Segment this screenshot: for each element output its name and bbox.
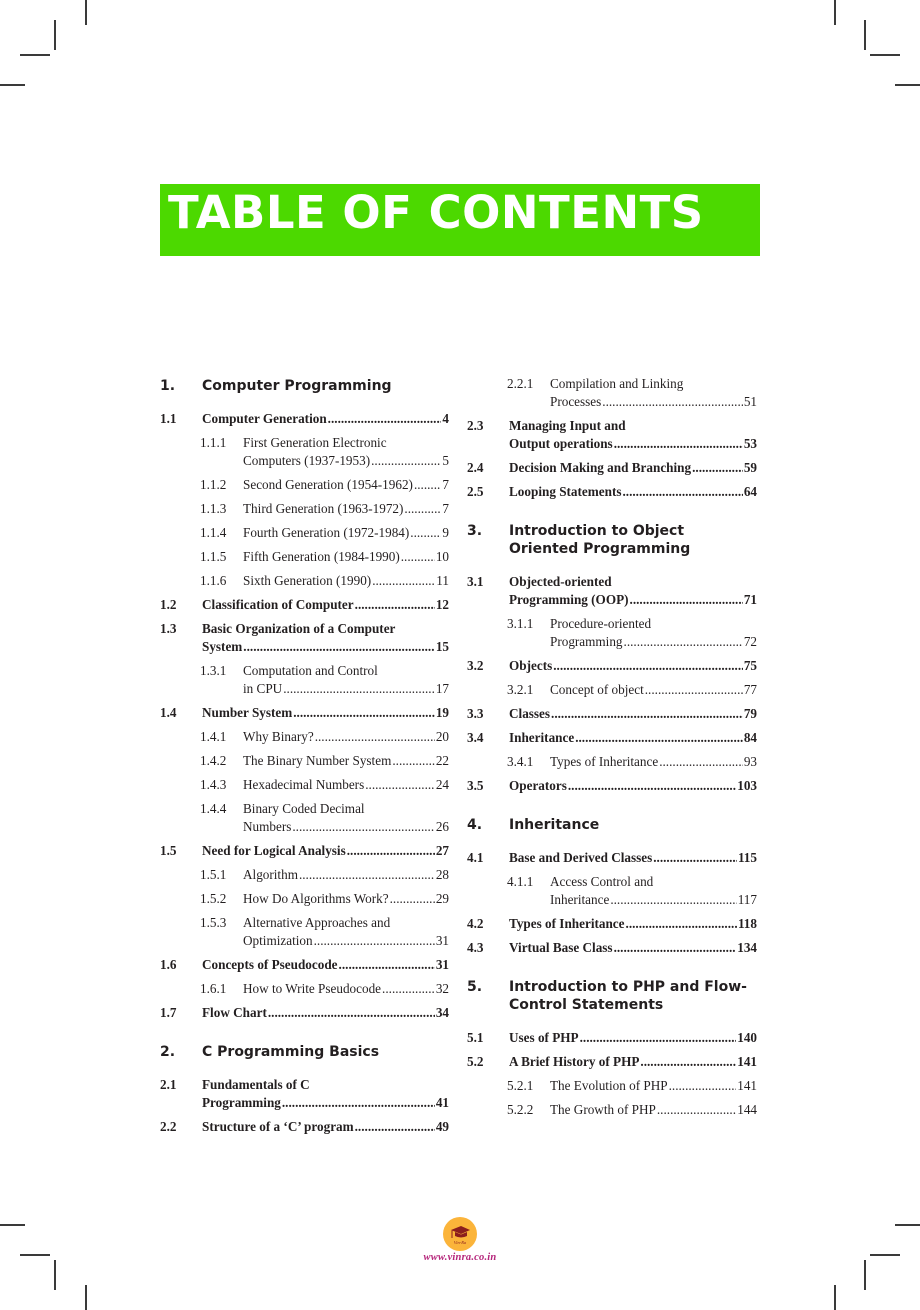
toc-entry-title: How to Write Pseudocode [243,981,382,996]
toc-entry-number: 2.4 [467,460,484,475]
dot-leader [299,866,435,884]
toc-entry-title: Oriented Programming [509,541,691,557]
toc-entry-number: 1.4.1 [200,729,227,744]
toc-entry-title: Decision Making and Branching [509,460,692,475]
toc-entry-number: 1.6.1 [200,981,227,996]
toc-page-number: 7 [442,477,449,492]
dot-leader [692,459,743,477]
toc-entry-number: 4. [467,817,483,833]
toc-entry-number: 1.2 [160,597,177,612]
dot-leader [371,452,441,470]
toc-entry-number: 1.3.1 [200,663,227,678]
toc-entry-number: 5.1 [467,1030,484,1045]
toc-page-number: 4 [442,411,449,426]
toc-page-number: 141 [737,1054,757,1069]
toc-page-number: 59 [743,460,757,475]
toc-entry-title: Optimization [243,933,313,948]
dot-leader [347,842,435,860]
toc-entry-number: 2.2 [160,1119,177,1134]
toc-entry-title: Output operations [509,436,613,451]
toc-entry-number: 1.1.1 [200,435,227,450]
toc-entry-title: Access Control and [550,874,654,889]
toc-page-number: 20 [435,729,449,744]
dot-leader [626,915,737,933]
toc-entry-title: Objects [509,658,553,673]
toc-entry-number: 3. [467,523,483,539]
toc-entry-title: Types of Inheritance [550,754,659,769]
dot-leader [568,777,736,795]
toc-page-number: 72 [743,634,757,649]
crop-mark [895,1224,920,1226]
toc-entry-title: Computers (1937-1953) [243,453,371,468]
toc-entry-title: Introduction to PHP and Flow- [509,979,747,995]
toc-page-number: 79 [743,706,757,721]
toc-entry-title: Inheritance [509,817,600,833]
toc-entry-number: 1.1.3 [200,501,227,516]
dot-leader [243,638,435,656]
toc-entry-title: Flow Chart [202,1005,267,1020]
toc-page-number: 7 [442,501,449,516]
crop-mark [20,1254,50,1256]
toc-page-number: 26 [435,819,449,834]
dot-leader [645,681,743,699]
toc-page-number: 5 [442,453,449,468]
toc-entry-number: 2.3 [467,418,484,433]
toc-entry-title: Concept of object [550,682,644,697]
toc-entry-number: 3.1.1 [507,616,534,631]
dot-leader [282,1094,435,1112]
toc-page-number: 19 [435,705,449,720]
toc-page-number: 32 [435,981,449,996]
toc-entry-title: Programming (OOP) [509,592,629,607]
toc-page-number: 117 [737,892,757,907]
dot-leader [365,776,435,794]
toc-entry-title: The Binary Number System [243,753,392,768]
toc-page-number: 24 [435,777,449,792]
toc-entry-number: 5.2 [467,1054,484,1069]
toc-entry-number: 5. [467,979,483,995]
toc-page-number: 93 [743,754,757,769]
toc-entry-number: 4.3 [467,940,484,955]
crop-mark [895,84,920,86]
toc-entry-title: First Generation Electronic [243,435,387,450]
toc-page-number: 144 [737,1102,757,1117]
publisher-logo [443,1217,477,1251]
toc-page-number: 134 [737,940,757,955]
toc-page-number: 31 [435,933,449,948]
dot-leader [553,657,743,675]
toc-page-number: 28 [435,867,449,882]
toc-entry-number: 1.3 [160,621,177,636]
toc-page-number: 9 [442,525,449,540]
toc-entry-title: Virtual Base Class [509,940,613,955]
title-banner [160,184,760,256]
dot-leader [328,410,442,428]
toc-entry-title: Computer Generation [202,411,327,426]
dot-leader [292,818,434,836]
crop-mark [54,1260,56,1290]
dot-leader [640,1053,736,1071]
dot-leader [355,1118,435,1136]
toc-entry-title: Computer Programming [202,378,392,394]
toc-page-number: 29 [435,891,449,906]
toc-entry-title: Inheritance [550,892,610,907]
toc-entry-title: Hexadecimal Numbers [243,777,365,792]
toc-entry-number: 2.5 [467,484,484,499]
toc-entry-number: 1.1.4 [200,525,227,540]
crop-mark [0,84,25,86]
toc-entry-number: 1.5.1 [200,867,227,882]
toc-page-number: 27 [435,843,449,858]
toc-entry-title: Number System [202,705,293,720]
toc-entry-title: System [202,639,243,654]
toc-entry-title: Types of Inheritance [509,916,625,931]
toc-page-number: 71 [743,592,757,607]
toc-entry-title: Operators [509,778,567,793]
toc-entry-title: Sixth Generation (1990) [243,573,372,588]
toc-entry-title: Uses of PHP [509,1030,579,1045]
toc-entry-title: A Brief History of PHP [509,1054,640,1069]
toc-page-number: 64 [743,484,757,499]
dot-leader [551,705,743,723]
toc-entry-number: 4.2 [467,916,484,931]
toc-page-number: 15 [435,639,449,654]
dot-leader [410,524,441,542]
crop-mark [834,0,836,25]
toc-entry-number: 1. [160,378,176,394]
toc-entry-title: Computation and Control [243,663,378,678]
dot-leader [293,704,435,722]
toc-page-number: 17 [435,681,449,696]
toc-entry-number: 1.5.2 [200,891,227,906]
toc-entry-number: 1.5 [160,843,177,858]
toc-entry-title: The Growth of PHP [550,1102,656,1117]
toc-entry-number: 3.2 [467,658,484,673]
toc-entry-title: Processes [550,394,602,409]
toc-entry-number: 2.1 [160,1077,177,1092]
dot-leader [614,435,743,453]
toc-entry-number: 1.5.3 [200,915,227,930]
toc-entry-title: Control Statements [509,997,664,1013]
toc-entry-number: 3.4 [467,730,484,745]
toc-entry-number: 5.2.2 [507,1102,534,1117]
crop-mark [834,1285,836,1310]
toc-entry-number: 3.1 [467,574,484,589]
toc-entry-number: 5.2.1 [507,1078,534,1093]
toc-page-number: 11 [436,573,449,588]
toc-entry-number: 4.1.1 [507,874,534,889]
toc-entry-number: 2. [160,1044,176,1060]
crop-mark [870,54,900,56]
toc-entry-number: 4.1 [467,850,484,865]
toc-entry-number: 3.2.1 [507,682,534,697]
dot-leader [622,483,742,501]
toc-entry-title: Classification of Computer [202,597,354,612]
toc-entry-title: The Evolution of PHP [550,1078,668,1093]
toc-entry-number: 1.7 [160,1005,177,1020]
toc-entry-number: 2.2.1 [507,376,534,391]
dot-leader [669,1077,737,1095]
dot-leader [390,890,435,908]
toc-page-number: 10 [435,549,449,564]
dot-leader [283,680,435,698]
dot-leader [575,729,743,747]
crop-mark [870,1254,900,1256]
toc-entry-title: Need for Logical Analysis [202,843,346,858]
toc-entry-title: Introduction to Object [509,523,685,539]
toc-entry-number: 1.6 [160,957,177,972]
dot-leader [355,596,435,614]
toc-entry-title: C Programming Basics [202,1044,380,1060]
toc-page-number: 75 [743,658,757,673]
toc-entry-number: 1.4.2 [200,753,227,768]
toc-page-number: 31 [435,957,449,972]
toc-entry-title: How Do Algorithms Work? [243,891,389,906]
toc-entry-title: Objected-oriented [509,574,612,589]
dot-leader [602,393,743,411]
toc-page-number: 41 [435,1095,449,1110]
toc-entry-title: Compilation and Linking [550,376,684,391]
toc-entry-title: Classes [509,706,551,721]
toc-entry-number: 3.5 [467,778,484,793]
toc-entry-number: 1.1 [160,411,177,426]
toc-entry-title: Numbers [243,819,292,834]
toc-page-number: 141 [737,1078,757,1093]
dot-leader [372,572,435,590]
crop-mark [864,1260,866,1290]
toc-entry-number: 1.1.5 [200,549,227,564]
dot-leader [610,891,736,909]
dot-leader [314,932,435,950]
toc-page-number: 34 [435,1005,449,1020]
dot-leader [580,1029,737,1047]
toc-entry-title: Second Generation (1954-1962) [243,477,413,492]
dot-leader [268,1004,435,1022]
toc-entry-title: Algorithm [243,867,298,882]
toc-entry-title: Third Generation (1963-1972) [243,501,404,516]
toc-entry-title: Inheritance [509,730,575,745]
toc-page-number: 103 [737,778,757,793]
toc-entry-title: Binary Coded Decimal [243,801,365,816]
dot-leader [659,753,743,771]
dot-leader [653,849,737,867]
crop-mark [864,20,866,50]
toc-page-number: 118 [737,916,757,931]
toc-entry-title: Managing Input and [509,418,626,433]
crop-mark [0,1224,25,1226]
toc-entry-title: Programming [550,634,623,649]
toc-entry-number: 1.1.2 [200,477,227,492]
page-title: TABLE OF CONTENTS [168,186,704,239]
toc-entry-title: Why Binary? [243,729,314,744]
toc-entry-number: 1.1.6 [200,573,227,588]
dot-leader [392,752,434,770]
dot-leader [404,500,441,518]
toc-entry-number: 1.4.3 [200,777,227,792]
toc-entry-number: 1.4 [160,705,177,720]
toc-entry-title: Fifth Generation (1984-1990) [243,549,400,564]
toc-page-number: 77 [743,682,757,697]
toc-entry-number: 3.3 [467,706,484,721]
toc-entry-title: in CPU [243,681,283,696]
crop-mark [54,20,56,50]
graduation-cap-icon [443,1217,477,1251]
toc-page-number: 12 [435,597,449,612]
website-url[interactable]: www.vinra.co.in [423,1252,497,1263]
toc-entry-title: Base and Derived Classes [509,850,653,865]
dot-leader [401,548,435,566]
dot-leader [624,633,743,651]
dot-leader [657,1101,736,1119]
toc-entry-title: Alternative Approaches and [243,915,391,930]
toc-entry-title: Concepts of Pseudocode [202,957,338,972]
toc-page-number: 115 [737,850,757,865]
crop-mark [85,1285,87,1310]
toc-entry-number: 3.4.1 [507,754,534,769]
toc-entry-title: Basic Organization of a Computer [202,621,396,636]
toc-entry-number: 1.4.4 [200,801,227,816]
toc-entry-title: Procedure-oriented [550,616,652,631]
toc-page-number: 51 [743,394,757,409]
dot-leader [339,956,435,974]
dot-leader [315,728,435,746]
toc-page-number: 22 [435,753,449,768]
toc-page-number: 84 [743,730,757,745]
dot-leader [630,591,743,609]
dot-leader [382,980,435,998]
toc-entry-title: Looping Statements [509,484,622,499]
toc-entry-title: Structure of a ‘C’ program [202,1119,354,1134]
toc-page-number: 53 [743,436,757,451]
svg-text:Vin-Ra: Vin-Ra [453,1240,467,1245]
toc-entry-title: Fourth Generation (1972-1984) [243,525,410,540]
toc-page-number: 140 [737,1030,757,1045]
crop-mark [20,54,50,56]
dot-leader [414,476,441,494]
toc-entry-title: Fundamentals of C [202,1077,310,1092]
dot-leader [614,939,737,957]
toc-page-number: 49 [435,1119,449,1134]
crop-mark [85,0,87,25]
toc-entry-title: Programming [202,1095,281,1110]
